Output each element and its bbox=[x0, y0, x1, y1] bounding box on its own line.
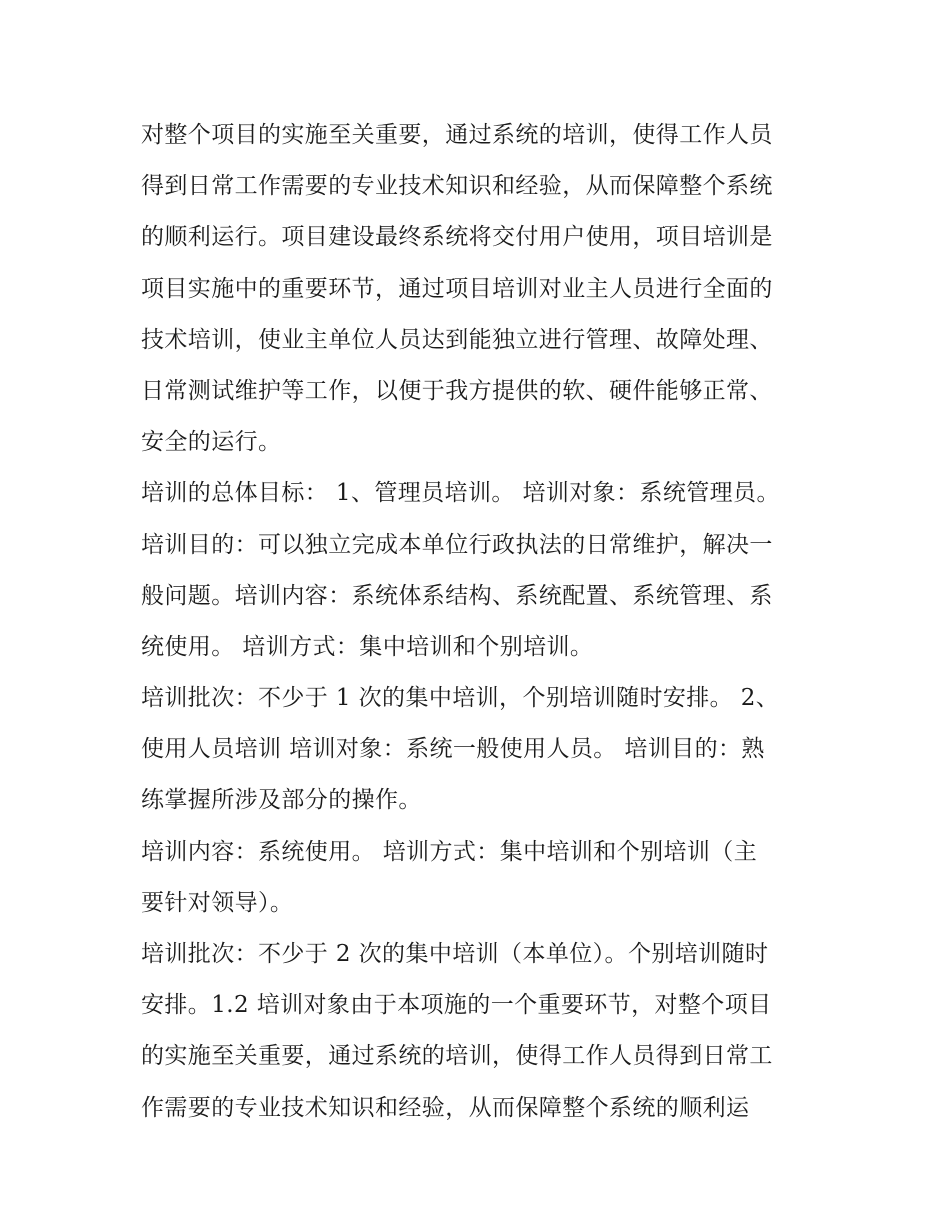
text-line: 的实施至关重要，通过系统的培训，使得工作人员得到日常工 bbox=[141, 1043, 773, 1070]
paragraph-training-batches-2 bbox=[141, 929, 811, 1134]
text-line: 培训内容：系统使用。 培训方式：集中培训和个别培训（主 bbox=[141, 838, 758, 865]
paragraph-training-batches-1 bbox=[141, 673, 811, 827]
text-line: 项目实施中的重要环节，通过项目培训对业主人员进行全面的 bbox=[141, 275, 773, 302]
text-line: 统使用。 培训方式：集中培训和个别培训。 bbox=[141, 633, 594, 660]
text-line: 要针对领导）。 bbox=[141, 889, 294, 916]
text-line: 的顺利运行。项目建设最终系统将交付用户使用，项目培训是 bbox=[141, 224, 773, 251]
text-line: 培训批次：不少于 1 次的集中培训，个别培训随时安排。 2、 bbox=[141, 685, 780, 712]
paragraph-training-goals bbox=[141, 468, 811, 673]
text-line: 对整个项目的实施至关重要，通过系统的培训，使得工作人员 bbox=[141, 122, 773, 148]
text-line: 作需要的专业技术知识和经验，从而保障整个系统的顺利运 bbox=[141, 1094, 750, 1121]
text-line: 日常测试维护等工作，以便于我方提供的软、硬件能够正常、 bbox=[141, 377, 773, 404]
text-line: 培训批次：不少于 2 次的集中培训（本单位）。个别培训随时 bbox=[141, 941, 769, 967]
text-line: 安全的运行。 bbox=[141, 429, 282, 456]
text-line: 安排。1.2 培训对象由于本项施的一个重要环节，对整个项目 bbox=[141, 992, 772, 1019]
document-body bbox=[141, 110, 811, 1134]
text-line: 培训目的：可以独立完成本单位行政执法的日常维护，解决一 bbox=[141, 531, 773, 558]
text-line: 得到日常工作需要的专业技术知识和经验，从而保障整个系统 bbox=[141, 173, 773, 200]
text-line: 般问题。培训内容：系统体系结构、系统配置、系统管理、系 bbox=[141, 582, 773, 609]
text-line: 练掌握所涉及部分的操作。 bbox=[141, 787, 422, 814]
text-line: 培训的总体目标： 1、管理员培训。 培训对象：系统管理员。 bbox=[141, 480, 780, 507]
text-line: 使用人员培训 培训对象：系统一般使用人员。 培训目的：熟 bbox=[141, 736, 765, 763]
text-line: 技术培训，使业主单位人员达到能独立进行管理、故障处理、 bbox=[141, 326, 773, 353]
paragraph-training-importance bbox=[141, 110, 811, 468]
paragraph-training-content bbox=[141, 827, 811, 929]
